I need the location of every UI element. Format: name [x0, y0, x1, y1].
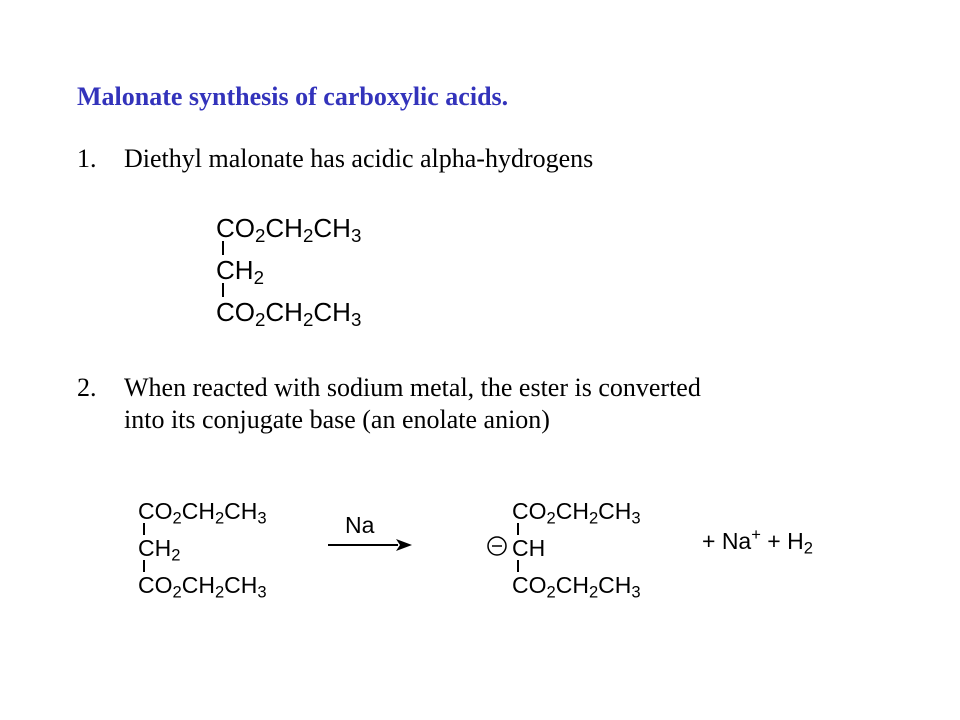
formula-line [512, 572, 641, 602]
point-1-text [124, 143, 593, 175]
formula-segment: CH [265, 213, 303, 243]
formula-segment: 2 [171, 545, 181, 565]
bond-line [222, 241, 224, 255]
formula-segment: 2 [253, 267, 264, 289]
formula-segment: CH [224, 572, 258, 598]
point-2-line-2: into its conjugate base (an enolate anion) [124, 405, 550, 434]
formula-segment: CO [512, 498, 547, 524]
formula-segment: 3 [631, 582, 641, 602]
formula-line [138, 572, 267, 602]
slide-title: Malonate synthesis of carboxylic acids. [77, 82, 509, 111]
formula-line [512, 498, 641, 528]
point-1-line-1: Diethyl malonate has acidic alpha-hydrogens [124, 144, 594, 173]
formula-segment: CH [265, 297, 303, 327]
formula-line [216, 297, 362, 331]
formula-segment: 2 [546, 582, 556, 602]
formula-segment: CH [181, 498, 215, 524]
formula-segment: + H [760, 528, 804, 554]
reagent-label: Na [345, 512, 375, 538]
formula-segment: CH [181, 572, 215, 598]
formula-line [138, 498, 267, 528]
formula-line [512, 535, 545, 561]
formula-segment: + Na [702, 528, 752, 554]
formula-segment: 2 [302, 225, 314, 247]
formula-segment: 2 [172, 508, 182, 528]
formula-segment: 2 [214, 508, 225, 528]
bond-line [222, 283, 224, 297]
formula-segment: CH [216, 255, 254, 285]
formula-segment: 3 [631, 508, 641, 528]
formula-segment: 2 [546, 508, 556, 528]
formula-segment: CO [138, 498, 173, 524]
formula-segment: CH [313, 297, 351, 327]
formula-segment: 3 [350, 309, 362, 331]
point-1-number: 1. [77, 144, 97, 173]
formula-segment: CH [555, 572, 589, 598]
formula-segment: 2 [302, 309, 314, 331]
formula-segment: 2 [172, 582, 182, 602]
point-2-line-1: When reacted with sodium metal, the ester is converted [124, 373, 701, 402]
formula-segment: CH [224, 498, 258, 524]
byproducts [702, 524, 813, 558]
bond-line [517, 560, 519, 572]
formula-segment: CO [216, 297, 255, 327]
point-2-text [124, 372, 701, 436]
formula-segment: CH [313, 213, 351, 243]
formula-segment: CH [598, 572, 632, 598]
formula-line [216, 255, 264, 289]
formula-segment: CO [138, 572, 173, 598]
formula-segment: CH [555, 498, 589, 524]
formula-segment: CH [598, 498, 632, 524]
formula-segment: 3 [257, 508, 267, 528]
formula-segment: 3 [350, 225, 362, 247]
negative-charge-icon [486, 535, 508, 557]
point-2-number: 2. [77, 373, 97, 402]
formula-segment: CO [216, 213, 255, 243]
formula-segment: + [751, 524, 761, 544]
formula-segment: 2 [803, 538, 813, 558]
formula-line [138, 535, 181, 565]
formula-segment: CH [138, 535, 172, 561]
formula-segment: 3 [257, 582, 267, 602]
formula-segment: 2 [255, 225, 266, 247]
formula-segment: 2 [214, 582, 225, 602]
bond-line [143, 560, 145, 572]
reaction-arrow-icon [328, 538, 412, 552]
formula-segment: 2 [588, 582, 599, 602]
formula-segment: CH [512, 535, 546, 561]
formula-segment: 2 [588, 508, 599, 528]
bond-line [143, 523, 145, 535]
formula-segment: 2 [255, 309, 266, 331]
formula-segment: CO [512, 572, 547, 598]
bond-line [517, 523, 519, 535]
formula-line [216, 213, 362, 247]
